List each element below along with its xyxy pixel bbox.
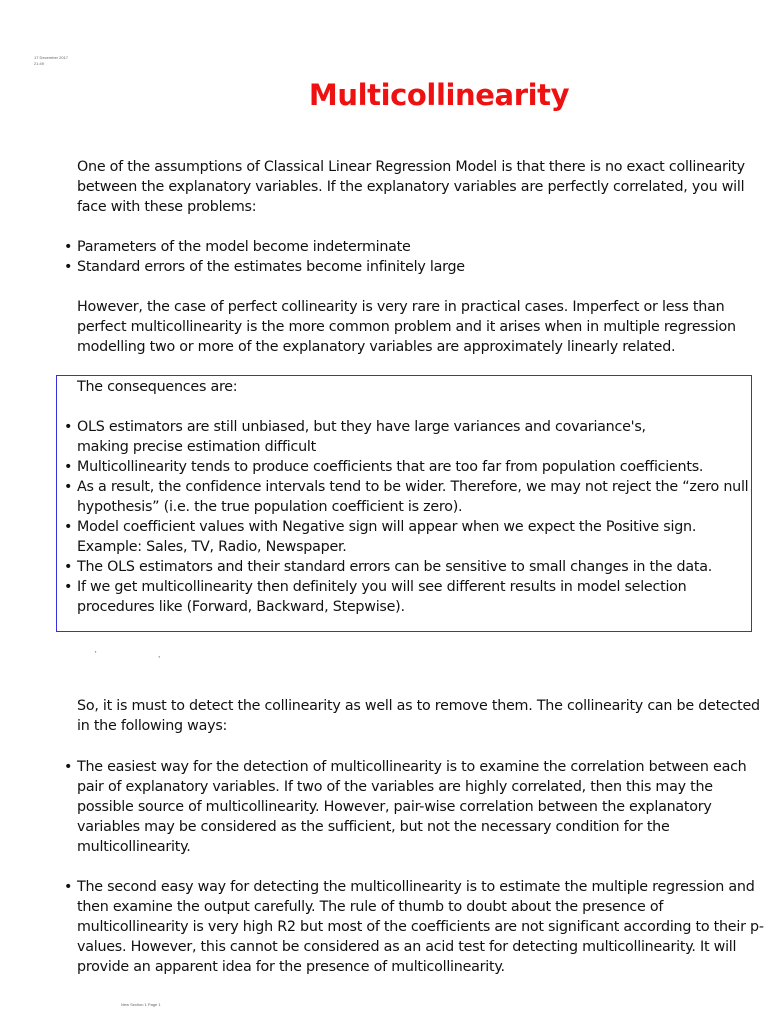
intro-paragraph: One of the assumptions of Classical Linear Regression Model is that there is no exact collinearity between the explanatory variables. If the explanatory variables are perfectly correlated, you will face with these problems: (77, 159, 745, 215)
paragraph-imperfect-collinearity: However, the case of perfect collinearity is very rare in practical cases. Imperfect or less than perfect multicollinearity is the more common problem and it arises when in multiple regression modelling two or more of the explanatory variables are approximately linearly related. (77, 299, 736, 355)
detection-intro-paragraph: So, it is must to detect the collinearity as well as to remove them. The collinearity can be detected in the following ways: (77, 698, 760, 734)
list-item-line: OLS estimators are still unbiased, but they have large variances and covariance's, (77, 419, 646, 435)
page-title: Multicollinearity (308, 78, 570, 112)
note-date: 17 December 2017 (34, 55, 69, 60)
list-item: • The OLS estimators and their standard errors can be sensitive to small changes in the data. (64, 557, 764, 577)
consequences-list (64, 417, 764, 617)
stray-mark: , (158, 650, 161, 659)
list-item-line: making precise estimation difficult (77, 439, 316, 455)
list-item (64, 417, 764, 457)
list-item: • Standard errors of the estimates become infinitely large (64, 257, 764, 277)
list-item: • If we get multicollinearity then definitely you will see different results in model selection procedures like (Forward, Backward, Stepwise). (64, 577, 764, 617)
page-footer: New Section 1 Page 1 (121, 1002, 161, 1007)
consequences-heading: The consequences are: (77, 379, 238, 395)
note-time: 21:49 (34, 61, 45, 66)
stray-mark: ' (95, 650, 97, 659)
list-item: • Multicollinearity tends to produce coefficients that are too far from population coefficients. (64, 457, 764, 477)
list-item: • As a result, the confidence intervals tend to be wider. Therefore, we may not reject the “zero null hypothesis” (i.e. the true population coefficient is zero). (64, 477, 764, 517)
list-item: • Model coefficient values with Negative sign will appear when we expect the Positive sign. Example: Sales, TV, Radio, Newspaper. (64, 517, 764, 557)
detection-list (64, 757, 764, 977)
list-item: • The easiest way for the detection of multicollinearity is to examine the correlation between each pair of explanatory variables. If two of the variables are highly correlated, then this may the possible source of multicollinearity. However, pair-wise correlation between the explanatory variables may be considered as the sufficient, but not the necessary condition for the multicollinearity. (64, 757, 764, 857)
problems-list (64, 237, 764, 277)
list-item: • Parameters of the model become indeterminate (64, 237, 764, 257)
list-item: • The second easy way for detecting the multicollinearity is to estimate the multiple regression and then examine the output carefully. The rule of thumb to doubt about the presence of multicollinearity is very high R2 but most of the coefficients are not significant according to their p-values. However, this cannot be considered as an acid test for detecting multicollinearity. It will provide an apparent idea for the presence of multicollinearity. (64, 877, 764, 977)
